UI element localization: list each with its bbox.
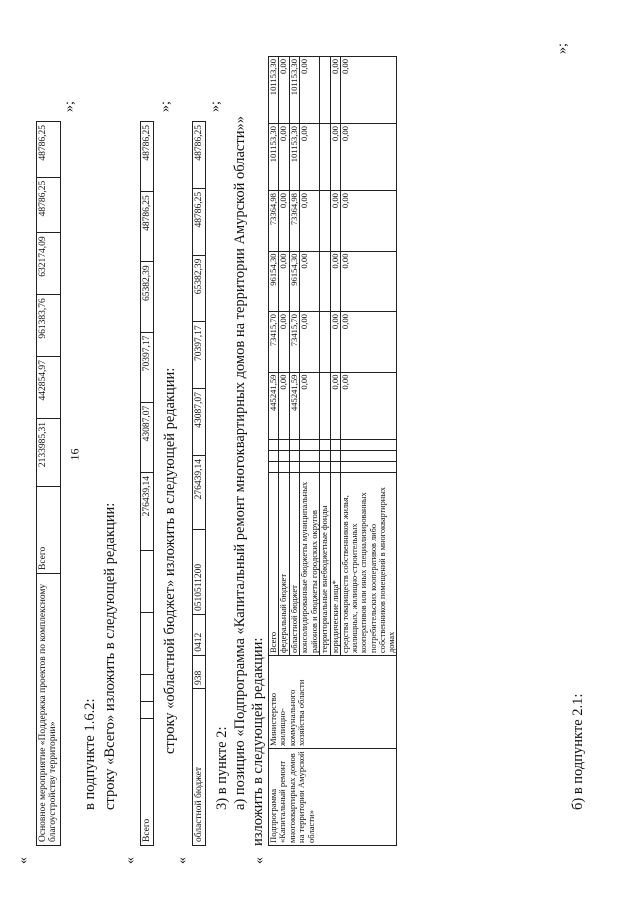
value-cell: 0,00 <box>279 191 289 252</box>
value-cell: 276439,14 <box>193 455 206 529</box>
value-cell: 442854,97 <box>37 357 61 419</box>
table-oblastnoy-budget <box>192 121 206 846</box>
paragraph-vsego: строку «Всего» изложить в следующей редакции: <box>102 502 118 810</box>
table-row <box>37 122 61 846</box>
paragraph-a: а) позицию «Подпрограмма «Капитальный ремонт многоквартирных домов на территории Амурской области»» <box>232 116 248 810</box>
value-cell: 96154,30 <box>289 251 299 312</box>
open-quote: « <box>16 857 31 864</box>
empty-cell <box>141 675 154 702</box>
paragraph-b: б) в подпункте 2.1: <box>570 693 586 810</box>
value-cell: 73415,70 <box>289 312 299 373</box>
empty-cell <box>279 451 289 462</box>
empty-cell <box>300 451 320 462</box>
value-cell: 65382,39 <box>193 255 206 322</box>
empty-cell <box>269 462 279 473</box>
value-cell: 101153,30 <box>289 124 299 191</box>
empty-cell <box>330 440 340 451</box>
paragraph-a-continued: изложить в следующей редакции: <box>250 637 266 846</box>
value-cell: 96154,30 <box>269 251 279 312</box>
open-quote: « <box>123 857 138 864</box>
value-cell: 73364,98 <box>289 191 299 252</box>
value-cell: 0,00 <box>330 57 340 124</box>
paragraph-3: 3) в пункте 2: <box>214 726 230 810</box>
program-cell: Подпрограмма «Капитальный ремонт многоквартирных домов на территории Амурской области» <box>269 749 397 846</box>
value-cell: 0,00 <box>300 57 320 124</box>
value-cell: 0,00 <box>341 251 397 312</box>
code-cell: 0412 <box>193 615 206 656</box>
table-capital-repair <box>268 56 397 846</box>
value-cell: 276439,14 <box>141 472 154 550</box>
empty-cell <box>289 451 299 462</box>
value-cell: 445241,59 <box>289 372 299 439</box>
close-quote: »; <box>555 43 570 54</box>
value-cell: 0,00 <box>300 372 320 439</box>
empty-cell <box>341 440 397 451</box>
value-cell: 0,00 <box>279 124 289 191</box>
empty-cell <box>330 462 340 473</box>
value-cell: 0,00 <box>300 312 320 373</box>
value-cell: 70397,17 <box>141 332 154 402</box>
row-label: средства товариществ собственников жилья, жилищных, жилищно-строительных кооперативов или иных специализированных потребительских кооперативов либо собственников помещений в многоквартирных домах <box>341 473 397 656</box>
value-cell: 0,00 <box>341 191 397 252</box>
paragraph-oblastnoy: строку «областной бюджет» изложить в следующей редакции: <box>162 367 178 754</box>
row-label: областной бюджет <box>289 473 299 656</box>
ministry-cell: Министерство жилищно-коммунального хозяйства области <box>269 656 397 749</box>
value-cell: 101153,30 <box>269 57 279 124</box>
value-cell: 48786,25 <box>37 122 61 178</box>
rotated-page <box>10 32 610 872</box>
empty-cell <box>269 451 279 462</box>
value-cell <box>320 124 330 191</box>
open-quote: « <box>252 857 267 864</box>
value-cell <box>320 191 330 252</box>
table-vsego <box>140 121 154 846</box>
empty-cell <box>289 462 299 473</box>
code-cell: 0510511200 <box>193 530 206 615</box>
value-cell: 0,00 <box>341 312 397 373</box>
value-cell: 0,00 <box>341 57 397 124</box>
value-cell: 48786,25 <box>141 192 154 262</box>
value-cell: 632174,09 <box>37 233 61 295</box>
code-cell: 938 <box>193 655 206 688</box>
value-cell: 0,00 <box>341 372 397 439</box>
value-cell <box>320 57 330 124</box>
value-cell: 961383,76 <box>37 295 61 357</box>
value-cell: 445241,59 <box>269 372 279 439</box>
value-cell: 73415,70 <box>269 312 279 373</box>
value-cell: 0,00 <box>341 124 397 191</box>
page-number: 16 <box>67 448 82 461</box>
empty-cell <box>320 462 330 473</box>
value-cell: 65382,39 <box>141 262 154 332</box>
value-cell: 0,00 <box>300 191 320 252</box>
table-row <box>269 57 279 846</box>
value-cell: 0,00 <box>330 251 340 312</box>
value-cell: 48786,25 <box>193 188 206 255</box>
value-cell <box>320 372 330 439</box>
table-support-projects <box>36 121 61 846</box>
value-cell: 0,00 <box>279 312 289 373</box>
empty-cell <box>289 440 299 451</box>
value-cell: 0,00 <box>279 251 289 312</box>
row-label: федеральный бюджет <box>279 473 289 656</box>
table-row <box>141 122 154 846</box>
empty-cell <box>269 440 279 451</box>
table-row <box>193 122 206 846</box>
close-quote: »; <box>208 101 223 112</box>
value-cell: 101153,30 <box>289 57 299 124</box>
empty-cell <box>341 451 397 462</box>
value-cell: 48786,25 <box>193 122 206 189</box>
empty-cell <box>330 451 340 462</box>
value-cell: 0,00 <box>279 372 289 439</box>
row-label: Всего <box>269 473 279 656</box>
value-cell <box>320 251 330 312</box>
row-category: Всего <box>37 487 61 574</box>
row-label: консолидированные бюджеты муниципальных районов и бюджеты городских округов <box>300 473 320 656</box>
value-cell: 101153,30 <box>269 124 279 191</box>
empty-cell <box>320 440 330 451</box>
empty-cell <box>320 451 330 462</box>
empty-cell <box>141 702 154 719</box>
row-label: Всего <box>141 719 154 846</box>
value-cell: 73364,98 <box>269 191 279 252</box>
empty-cell <box>300 440 320 451</box>
value-cell: 70397,17 <box>193 322 206 389</box>
value-cell: 48786,25 <box>37 177 61 233</box>
value-cell: 0,00 <box>300 124 320 191</box>
value-cell: 0,00 <box>279 57 289 124</box>
value-cell: 43087,07 <box>141 402 154 472</box>
close-quote: »; <box>62 101 77 112</box>
value-cell <box>320 312 330 373</box>
open-quote: « <box>175 857 190 864</box>
value-cell: 0,00 <box>330 372 340 439</box>
row-label: областной бюджет <box>193 689 206 846</box>
empty-cell <box>279 440 289 451</box>
row-label: юридические лица* <box>330 473 340 656</box>
value-cell: 48786,25 <box>141 122 154 192</box>
empty-cell <box>141 551 154 613</box>
value-cell: 0,00 <box>330 124 340 191</box>
close-quote: »; <box>158 101 173 112</box>
value-cell: 0,00 <box>300 251 320 312</box>
empty-cell <box>341 462 397 473</box>
empty-cell <box>279 462 289 473</box>
empty-cell <box>141 613 154 675</box>
value-cell: 2133985,31 <box>37 418 61 486</box>
value-cell: 0,00 <box>330 191 340 252</box>
row-label: территориальные внебюджетные фонды <box>320 473 330 656</box>
value-cell: 0,00 <box>330 312 340 373</box>
row-name: Основное мероприятие «Поддержка проектов по комплексному благоустройству территории» <box>37 574 61 846</box>
paragraph-1-6-2: в подпункте 1.6.2: <box>82 698 98 810</box>
value-cell: 43087,07 <box>193 389 206 456</box>
empty-cell <box>300 462 320 473</box>
